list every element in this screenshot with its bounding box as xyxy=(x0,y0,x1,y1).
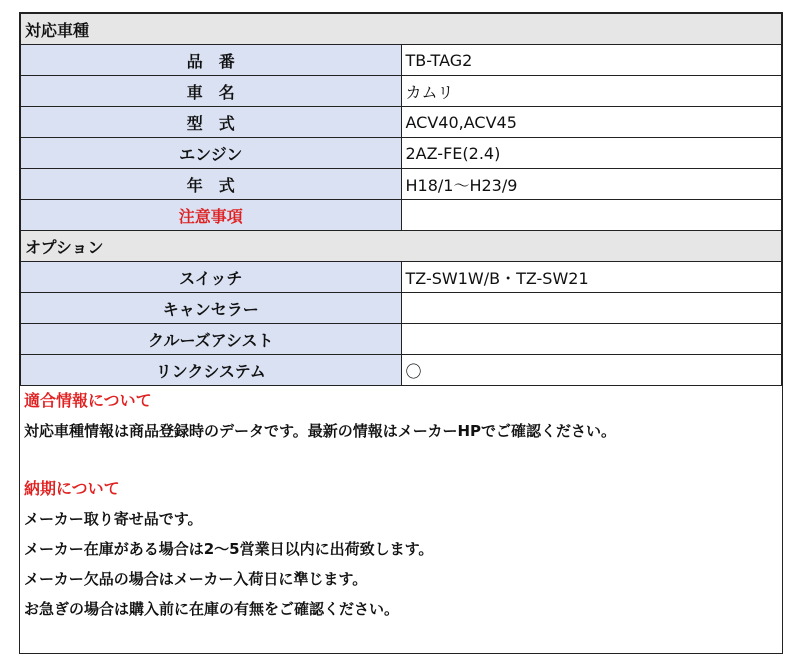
caution-label: 注意事項 xyxy=(21,200,402,231)
cruise-assist-value xyxy=(401,324,782,355)
model-code-label: 型 式 xyxy=(21,107,402,138)
delivery-line: メーカー欠品の場合はメーカー入荷日に準じます。 xyxy=(24,570,368,588)
part-number-label: 品 番 xyxy=(21,45,402,76)
table-row xyxy=(21,107,782,138)
notes-section xyxy=(20,386,782,624)
spec-table xyxy=(20,13,782,386)
canceller-value xyxy=(401,293,782,324)
product-info-sheet xyxy=(19,12,783,654)
table-row xyxy=(21,169,782,200)
table-row xyxy=(21,76,782,107)
model-year-label: 年 式 xyxy=(21,169,402,200)
model-code-value: ACV40,ACV45 xyxy=(401,107,782,138)
fit-info-heading: 適合情報について xyxy=(24,391,152,410)
model-year-value: H18/1〜H23/9 xyxy=(401,169,782,200)
delivery-line: メーカー在庫がある場合は2〜5営業日以内に出荷致します。 xyxy=(24,540,434,558)
caution-value xyxy=(401,200,782,231)
link-system-label: リンクシステム xyxy=(21,355,402,386)
delivery-line: お急ぎの場合は購入前に在庫の有無をご確認ください。 xyxy=(24,600,400,618)
switch-value: TZ-SW1W/B・TZ-SW21 xyxy=(401,262,782,293)
table-row xyxy=(21,262,782,293)
table-row xyxy=(21,200,782,231)
table-row xyxy=(21,324,782,355)
car-name-label: 車 名 xyxy=(21,76,402,107)
fit-info-text: 対応車種情報は商品登録時のデータです。最新の情報はメーカーHPでご確認ください。 xyxy=(24,422,617,440)
engine-value: 2AZ-FE(2.4) xyxy=(401,138,782,169)
cruise-assist-label: クルーズアシスト xyxy=(21,324,402,355)
table-row xyxy=(21,355,782,386)
delivery-line: メーカー取り寄せ品です。 xyxy=(24,510,203,528)
table-row xyxy=(21,45,782,76)
table-row xyxy=(21,138,782,169)
options-section-header: オプション xyxy=(21,231,782,262)
part-number-value: TB-TAG2 xyxy=(401,45,782,76)
switch-label: スイッチ xyxy=(21,262,402,293)
table-row xyxy=(21,293,782,324)
options-section-header-row xyxy=(21,231,782,262)
spacer xyxy=(24,446,782,474)
vehicle-section-header-row xyxy=(21,14,782,45)
delivery-heading: 納期について xyxy=(24,479,120,498)
car-name-value: カムリ xyxy=(401,76,782,107)
link-system-value: 〇 xyxy=(401,355,782,386)
engine-label: エンジン xyxy=(21,138,402,169)
canceller-label: キャンセラー xyxy=(21,293,402,324)
vehicle-section-header: 対応車種 xyxy=(21,14,782,45)
